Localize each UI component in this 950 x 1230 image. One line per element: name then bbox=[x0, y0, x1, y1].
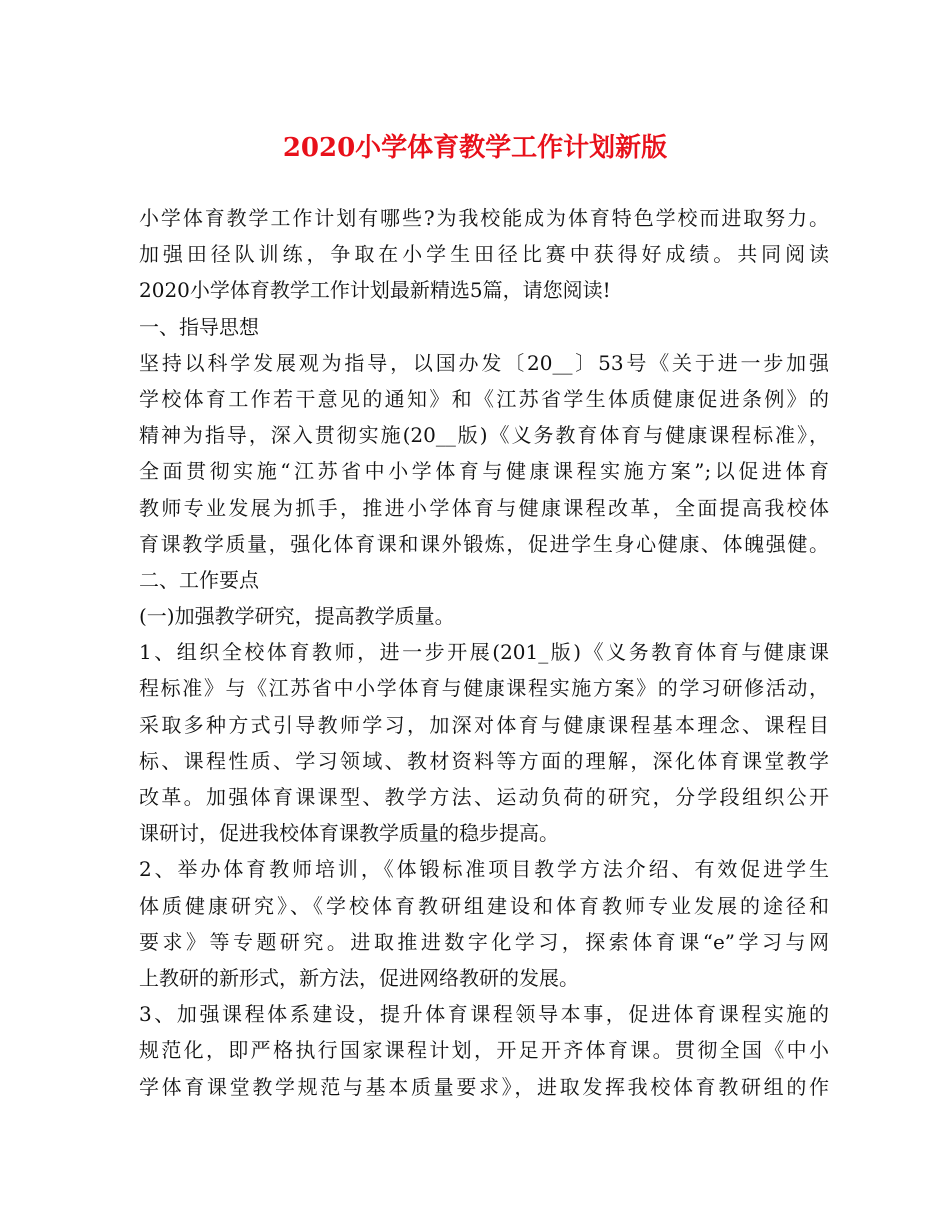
text-line: 改革。加强体育课课型、教学方法、运动负荷的研究，分学段组织公开 bbox=[139, 785, 829, 809]
text-line: 一、指导思想 bbox=[139, 314, 259, 339]
text-line: 坚持以科学发展观为指导，以国办发〔20__〕53号《关于进一步加强 bbox=[139, 350, 829, 375]
text-line: 精神为指导，深入贯彻实施(20__版)《义务教育体育与健康课程标准》， bbox=[139, 423, 829, 448]
text-line: 育课教学质量，强化体育课和课外锻炼，促进学生身心健康、体魄强健。 bbox=[139, 531, 829, 556]
text-line: 学体育课堂教学规范与基本质量要求》，进取发挥我校体育教研组的作 bbox=[139, 1074, 829, 1099]
text-line: 全面贯彻实施“江苏省中小学体育与健康课程实施方案”;以促进体育 bbox=[139, 459, 829, 484]
text-line: 小学体育教学工作计划有哪些?为我校能成为体育特色学校而进取努力。 bbox=[139, 206, 829, 230]
text-line: 课研讨，促进我校体育课教学质量的稳步提高。 bbox=[139, 821, 559, 846]
text-line: 要求》等专题研究。进取推进数字化学习，探索体育课“e”学习与网 bbox=[139, 929, 829, 954]
text-line: (一)加强教学研究，提高教学质量。 bbox=[139, 604, 455, 629]
text-line: 程标准》与《江苏省中小学体育与健康课程实施方案》的学习研修活动， bbox=[139, 676, 829, 701]
text-line: 3、加强课程体系建设，提升体育课程领导本事，促进体育课程实施的 bbox=[139, 1002, 829, 1027]
text-line: 2、举办体育教师培训，《体锻标准项目教学方法介绍、有效促进学生 bbox=[139, 857, 829, 882]
text-line: 标、课程性质、学习领域、教材资料等方面的理解，深化体育课堂教学 bbox=[139, 748, 829, 773]
document-body bbox=[139, 200, 829, 1105]
text-line: 加强田径队训练，争取在小学生田径比赛中获得好成绩。共同阅读 bbox=[139, 242, 829, 267]
text-line: 体质健康研究》、《学校体育教研组建设和体育教师专业发展的途径和 bbox=[139, 893, 829, 918]
text-line: 教师专业发展为抓手，推进小学体育与健康课程改革，全面提高我校体 bbox=[139, 495, 829, 520]
text-line: 1、组织全校体育教师，进一步开展(201_版)《义务教育体育与健康课 bbox=[139, 640, 829, 665]
text-line: 二、工作要点 bbox=[139, 567, 259, 592]
text-line: 学校体育工作若干意见的通知》和《江苏省学生体质健康促进条例》的 bbox=[139, 386, 829, 411]
text-line: 2020小学体育教学工作计划最新精选5篇，请您阅读! bbox=[139, 278, 611, 303]
text-line: 采取多种方式引导教师学习，加深对体育与健康课程基本理念、课程目 bbox=[139, 712, 829, 737]
document-title: 2020小学体育教学工作计划新版 bbox=[282, 133, 668, 163]
text-line: 规范化，即严格执行国家课程计划，开足开齐体育课。贯彻全国《中小 bbox=[139, 1038, 829, 1063]
text-line: 上教研的新形式，新方法，促进网络教研的发展。 bbox=[139, 965, 579, 990]
